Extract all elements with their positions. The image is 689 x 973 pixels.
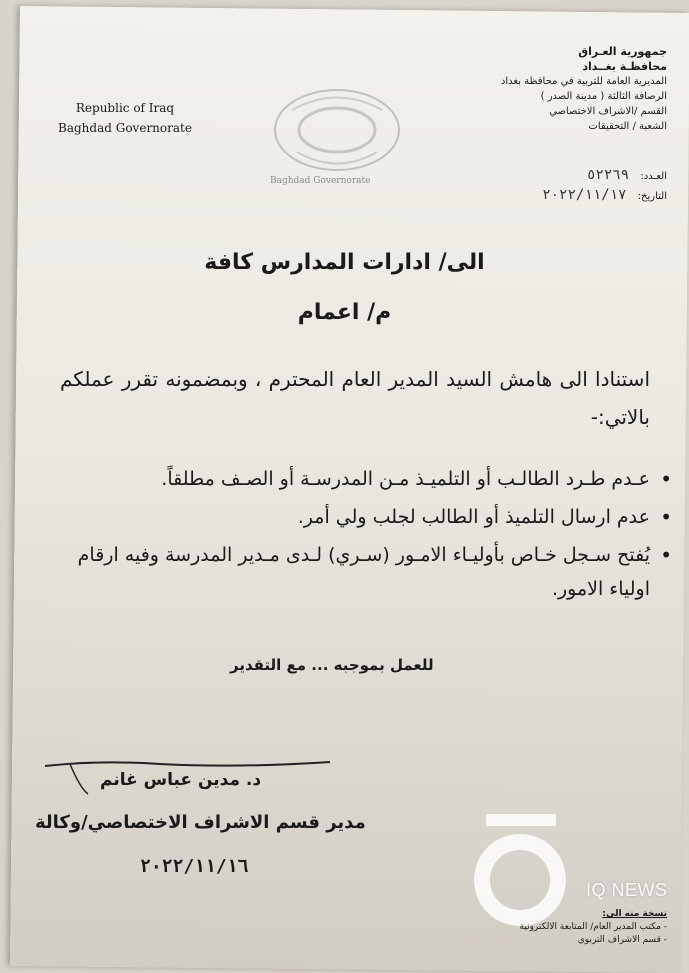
header-governorate: Baghdad Governorate [58,121,192,135]
signature-date: ٢٠٢٢/١١/١٦ [140,856,249,877]
reference-number-row [542,166,667,186]
reference-number-value: ٥٢٢٦٩ [587,167,630,183]
watermark-text: IQ NEWS [586,880,668,900]
copy-to-line: - قسم الاشراف التربوي [577,935,667,945]
list-item: • عـدم طـرد الطالـب أو التلميـذ مـن المدرسـة أو الصـف مطلقاً. [60,462,650,496]
header-ar-section: القسم /الاشراف الاختصاصي [549,106,667,117]
header-ar-republic: جمهورية العـراق [578,45,667,58]
letter-addressee: الى/ ادارات المدارس كافة [204,250,485,275]
letter-closing: للعمل بموجبه ... مع التقدير [230,656,434,674]
reference-number-label: العـدد: [640,171,667,182]
header-ar-directorate: المديرية العامة للتربية في محافظة بغداد [500,76,667,87]
letter-subject: م/ اعمام [297,300,392,325]
letter-intro: استنادا الى هامش السيد المدير العام المحترم ، وبمضمونه تقرر عملكم بالاتي:- [60,367,650,429]
instruction-list [60,462,676,610]
governorate-seal-icon [262,80,412,190]
seal-caption: Baghdad Governorate [270,176,371,186]
copy-to-block [520,908,667,947]
reference-block [542,166,667,206]
reference-date-value: ٢٠٢٢/١١/١٧ [542,187,627,203]
header-ar-division: الشعبة / التحقيقات [588,121,667,132]
reference-date-label: التاريخ: [637,191,667,202]
header-ar-district: الرصافة الثالثة ( مدينة الصدر ) [540,91,667,102]
copy-to-heading: نسخة منه الى: [602,909,667,919]
copy-to-line: - مكتب المدير العام/ المتابعة الالكترونية [519,922,667,932]
header-ar-governorate: محافظـة بغــداد [582,60,667,73]
signatory-title: مدير قسم الاشراف الاختصاصي/وكالة [35,812,366,833]
signatory-name: د. مدين عباس غانم [100,770,262,790]
header-republic: Republic of Iraq [75,101,175,115]
reference-date-row [542,186,667,206]
header-english [40,98,210,138]
header-arabic [407,44,667,134]
list-item: • يُفتح سـجل خـاص بأوليـاء الامـور (سـري) لـدى مـدير المدرسة وفيه ارقام اولياء الامور. [60,538,650,606]
list-item: • عدم ارسال التلميذ أو الطالب لجلب ولي أمر. [60,500,650,534]
